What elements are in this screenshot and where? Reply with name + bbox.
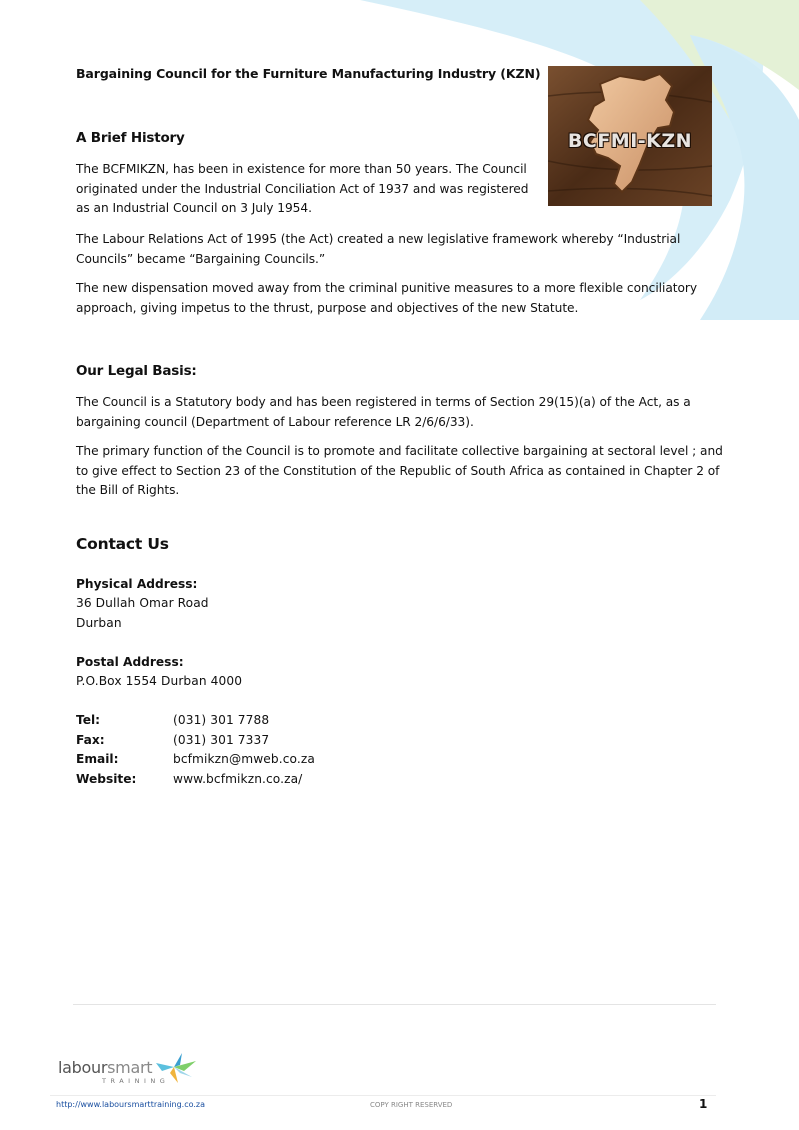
- text-line: originated under the Industrial Conciliation Act of 1937 and was registered: [76, 181, 529, 196]
- text-line: The primary function of the Council is to promote and facilitate collective bargaining at sectoral level ; and: [76, 444, 723, 458]
- email-link[interactable]: bcfmikzn@mweb.co.za: [173, 752, 315, 766]
- logo-text-labour: labour: [58, 1058, 108, 1077]
- history-paragraph-2: [76, 230, 680, 269]
- text-line: as an Industrial Council on 3 July 1954.: [76, 201, 312, 215]
- text-line: The BCFMIKZN, has been in existence for more than 50 years. The Council: [76, 162, 527, 176]
- text-line: approach, giving impetus to the thrust, purpose and objectives of the new Statute.: [76, 300, 579, 315]
- contact-heading: Contact Us: [76, 535, 169, 553]
- history-heading: A Brief History: [76, 130, 185, 146]
- logo-subtitle: TRAINING: [102, 1077, 170, 1085]
- fax-value: (031) 301 7337: [173, 733, 270, 747]
- copyright-notice: COPY RIGHT RESERVED: [370, 1101, 453, 1109]
- physical-address-label: Physical Address:: [76, 577, 198, 591]
- footer-divider: [73, 1004, 716, 1005]
- website-link[interactable]: www.bcfmikzn.co.za/: [173, 772, 303, 786]
- physical-address-line: Durban: [76, 616, 122, 630]
- text-line: Councils” became “Bargaining Councils.”: [76, 251, 326, 266]
- legal-paragraph-2: [76, 442, 723, 501]
- email-label: Email:: [76, 752, 119, 766]
- tel-label: Tel:: [76, 713, 101, 727]
- bcfmi-kzn-logo: [548, 66, 712, 206]
- logo-label: BCFMI-KZN: [567, 130, 693, 152]
- document-title: Bargaining Council for the Furniture Manufacturing Industry (KZN): [76, 66, 541, 81]
- text-line: to give effect to Section 23 of the Constitution of the Republic of South Africa as contained in Chapter 2 of: [76, 463, 720, 478]
- laboursmart-logo: [58, 1058, 152, 1077]
- logo-text-smart: smart: [107, 1058, 153, 1077]
- legal-heading: Our Legal Basis:: [76, 363, 197, 379]
- history-paragraph-3: [76, 279, 697, 318]
- website-label: Website:: [76, 772, 137, 786]
- physical-address-line: 36 Dullah Omar Road: [76, 596, 209, 610]
- footer-website-link[interactable]: http://www.laboursmarttraining.co.za: [56, 1100, 206, 1109]
- laboursmart-mark-icon: [152, 1051, 198, 1085]
- text-line: bargaining council (Department of Labour reference LR 2/6/6/33).: [76, 414, 474, 429]
- postal-address-line: P.O.Box 1554 Durban 4000: [76, 674, 243, 688]
- text-line: the Bill of Rights.: [76, 483, 180, 497]
- postal-address-label: Postal Address:: [76, 655, 184, 669]
- tel-value: (031) 301 7788: [173, 713, 270, 727]
- legal-paragraph-1: [76, 393, 691, 432]
- text-line: The new dispensation moved away from the criminal punitive measures to a more flexible conciliatory: [76, 281, 697, 295]
- history-paragraph-1: [76, 160, 528, 219]
- text-line: The Council is a Statutory body and has been registered in terms of Section 29(15)(a) of the Act, as a: [76, 395, 691, 409]
- footer-bottom-divider: [50, 1095, 716, 1096]
- page-number: 1: [699, 1097, 708, 1111]
- text-line: The Labour Relations Act of 1995 (the Act) created a new legislative framework whereby “Industrial: [76, 232, 681, 246]
- fax-label: Fax:: [76, 733, 105, 747]
